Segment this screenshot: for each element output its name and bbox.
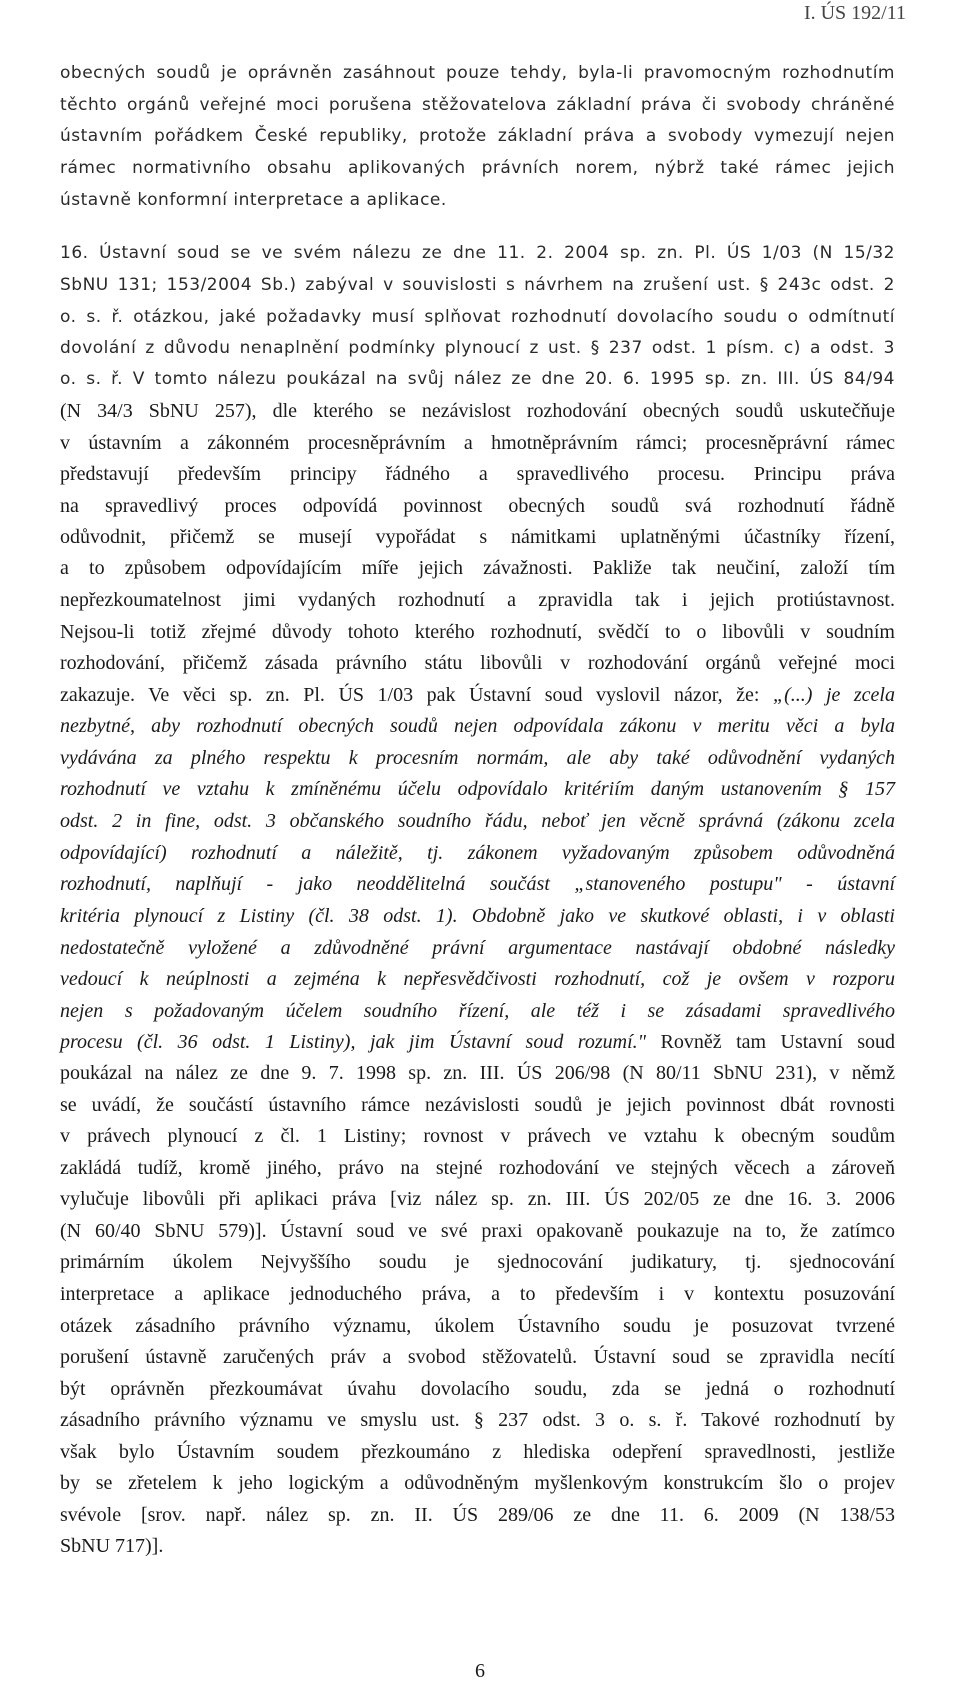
text-line (60, 1216, 895, 1246)
line-text: vylučuje libovůli při aplikaci práva [viz nález sp. zn. III. ÚS 202/05 ze dne 16. 3. 2006 (60, 1188, 895, 1210)
line-text: na spravedlivý proces odpovídá povinnost obecných soudů svá rozhodnutí řádně (60, 495, 895, 517)
text-line (60, 364, 895, 394)
line-text: otázek zásadního právního významu, úkolem Ústavního soudu je posuzovat tvrzené (60, 1315, 895, 1337)
text-line (60, 648, 895, 678)
line-text: ústavně konformní interpretace a aplikace. (60, 190, 447, 210)
text-line (60, 1531, 895, 1561)
quoted-text: nejen s požadovaným účelem soudního řízení, ale též i se zásadami spravedlivého (60, 1000, 895, 1022)
line-text: svévole [srov. např. nález sp. zn. II. ÚS 289/06 ze dne 11. 6. 2009 (N 138/53 (60, 1504, 895, 1526)
text-line (60, 270, 895, 300)
text-line (60, 121, 895, 151)
line-text: rámec normativního obsahu aplikovaných právních norem, nýbrž také rámec jejich (60, 158, 895, 178)
line-text: (N 34/3 SbNU 257), dle kterého se nezávislost rozhodování obecných soudů uskutečňuje (60, 400, 895, 422)
line-text: Nejsou-li totiž zřejmé důvody tohoto kterého rozhodnutí, svědčí to o libovůli v soudním (60, 621, 895, 643)
line-text: o. s. ř. V tomto nálezu poukázal na svůj nález ze dne 20. 6. 1995 sp. zn. III. ÚS 84/94 (60, 369, 895, 389)
text-line (60, 617, 895, 647)
text-line (60, 1153, 895, 1183)
line-text: poukázal na nález ze dne 9. 7. 1998 sp. zn. III. ÚS 206/98 (N 80/11 SbNU 231), v němž (60, 1062, 895, 1084)
quoted-text: nedostatečně vyložené a zdůvodněné právní argumentace nastávají obdobné následky (60, 937, 895, 959)
text-line (60, 1468, 895, 1498)
quoted-text: odst. 2 in fine, odst. 3 občanského soudního řádu, neboť jen věcně správná (zákonu zcela (60, 810, 895, 832)
quoted-text: nezbytné, aby rozhodnutí obecných soudů nejen odpovídala zákonu v meritu věci a byla (60, 715, 895, 737)
text-line (60, 1184, 895, 1214)
text-line (60, 238, 895, 268)
text-line (60, 1500, 895, 1530)
text-line (60, 680, 895, 710)
text-line (60, 964, 895, 994)
text-line (60, 1090, 895, 1120)
quoted-text: procesu (čl. 36 odst. 1 Listiny), jak jim Ústavní soud rozumí." (60, 1031, 647, 1053)
line-text: nepřezkoumatelnost jimi vydaných rozhodnutí a zpravidla tak i jejich protiústavnost. (60, 589, 895, 611)
line-text: se uvádí, že součástí ústavního rámce nezávislosti soudů je jejich povinnost dbát rovnosti (60, 1094, 895, 1116)
line-text: SbNU 717)]. (60, 1535, 164, 1557)
quoted-text: rozhodnutí ve vztahu k zmíněnému účelu odpovídalo kritériím daným ustanovením § 157 (60, 778, 895, 800)
line-text: primárním úkolem Nejvyššího soudu je sjednocování judikatury, tj. sjednocování (60, 1251, 895, 1273)
text-line (60, 585, 895, 615)
line-text: zakazuje. Ve věci sp. zn. Pl. ÚS 1/03 pak Ústavní soud vyslovil názor, že: (60, 684, 773, 706)
text-line (60, 553, 895, 583)
text-line (60, 1311, 895, 1341)
line-text: 16. Ústavní soud se ve svém nálezu ze dne 11. 2. 2004 sp. zn. Pl. ÚS 1/03 (N 15/32 (60, 243, 895, 263)
text-line (60, 428, 895, 458)
line-text: však bylo Ústavním soudem přezkoumáno z hlediska odepření spravedlnosti, jestliže (60, 1441, 895, 1463)
text-line (60, 90, 895, 120)
line-text: zakládá tudíž, kromě jiného, právo na stejné rozhodování ve stejných věcech a zároveň (60, 1157, 895, 1179)
text-line (60, 838, 895, 868)
text-line (60, 1405, 895, 1435)
text-line (60, 743, 895, 773)
line-text: v ústavním a zákonném procesněprávním a hmotněprávním rámci; procesněprávní rámec (60, 432, 895, 454)
text-line (60, 491, 895, 521)
text-line (60, 522, 895, 552)
line-text: zásadního právního významu ve smyslu ust. § 237 odst. 3 o. s. ř. Takové rozhodnutí by (60, 1409, 895, 1431)
text-line (60, 1374, 895, 1404)
text-line (60, 1027, 895, 1057)
line-text: těchto orgánů veřejné moci porušena stěžovatelova základní práva či svobody chráněné (60, 95, 895, 115)
text-line (60, 153, 895, 183)
text-line (60, 933, 895, 963)
line-text: a to způsobem odpovídajícím míře jejich závažnosti. Pakliže tak neučiní, založí tím (60, 557, 895, 579)
text-line (60, 1342, 895, 1372)
document-reference: I. ÚS 192/11 (803, 2, 906, 24)
line-text: Rovněž tam Ustavní soud (646, 1031, 895, 1053)
line-text: v právech plynoucí z čl. 1 Listiny; rovnost v právech ve vztahu k obecným soudům (60, 1125, 895, 1147)
line-text: dovolání z důvodu nenaplnění podmínky plynoucí z ust. § 237 odst. 1 písm. c) a odst. 3 (60, 338, 895, 358)
text-line (60, 1279, 895, 1309)
text-line (60, 901, 895, 931)
text-line (60, 333, 895, 363)
text-line (60, 58, 895, 88)
text-line (60, 1058, 895, 1088)
quoted-text: kritéria plynoucí z Listiny (čl. 38 odst. 1). Obdobně jako ve skutkové oblasti, i v oblasti (60, 905, 895, 927)
quoted-text: „(...) je zcela (772, 684, 895, 706)
line-text: SbNU 131; 153/2004 Sb.) zabýval v souvislosti s návrhem na zrušení ust. § 243c odst. 2 (60, 275, 895, 295)
line-text: (N 60/40 SbNU 579)]. Ústavní soud ve své praxi opakovaně poukazuje na to, že zatímco (60, 1220, 895, 1242)
text-line (60, 774, 895, 804)
line-text: interpretace a aplikace jednoduchého práva, a to především i v kontextu posuzování (60, 1283, 895, 1305)
quoted-text: vedoucí k neúplnosti a zejména k nepřesvědčivosti rozhodnutí, což je ovšem v rozporu (60, 968, 895, 990)
text-line (60, 459, 895, 489)
text-line (60, 302, 895, 332)
line-text: o. s. ř. otázkou, jaké požadavky musí splňovat rozhodnutí dovolacího soudu o odmítnutí (60, 307, 895, 327)
text-line (60, 806, 895, 836)
line-text: odůvodnit, přičemž se musejí vypořádat s námitkami uplatněnými účastníky řízení, (60, 526, 895, 548)
line-text: být oprávněn přezkoumávat úvahu dovolacího soudu, zda se jedná o rozhodnutí (60, 1378, 895, 1400)
text-line (60, 1437, 895, 1467)
line-text: by se zřetelem k jeho logickým a odůvodněným myšlenkovým konstrukcím šlo o projev (60, 1472, 895, 1494)
text-line (60, 711, 895, 741)
text-line (60, 185, 895, 215)
quoted-text: rozhodnutí, naplňují - jako neoddělitelná součást „stanoveného postupu" - ústavní (60, 873, 895, 895)
line-text: porušení ústavně zaručených práv a svobod stěžovatelů. Ústavní soud se zpravidla necítí (60, 1346, 895, 1368)
line-text: ústavním pořádkem České republiky, protože základní práva a svobody vymezují nejen (60, 126, 895, 146)
quoted-text: vydávána za plného respektu k procesním normám, ale aby také odůvodnění vydaných (60, 747, 895, 769)
text-line (60, 1121, 895, 1151)
text-line (60, 996, 895, 1026)
text-line (60, 869, 895, 899)
page-number: 6 (475, 1660, 485, 1682)
quoted-text: odpovídající) rozhodnutí a náležitě, tj. zákonem vyžadovaným způsobem odůvodněná (60, 842, 895, 864)
line-text: rozhodování, přičemž zásada právního státu libovůli v rozhodování orgánů veřejné moci (60, 652, 895, 674)
line-text: představují především principy řádného a spravedlivého procesu. Principu práva (60, 463, 895, 485)
text-line (60, 396, 895, 426)
line-text: obecných soudů je oprávněn zasáhnout pouze tehdy, byla-li pravomocným rozhodnutím (60, 63, 895, 83)
text-line (60, 1247, 895, 1277)
